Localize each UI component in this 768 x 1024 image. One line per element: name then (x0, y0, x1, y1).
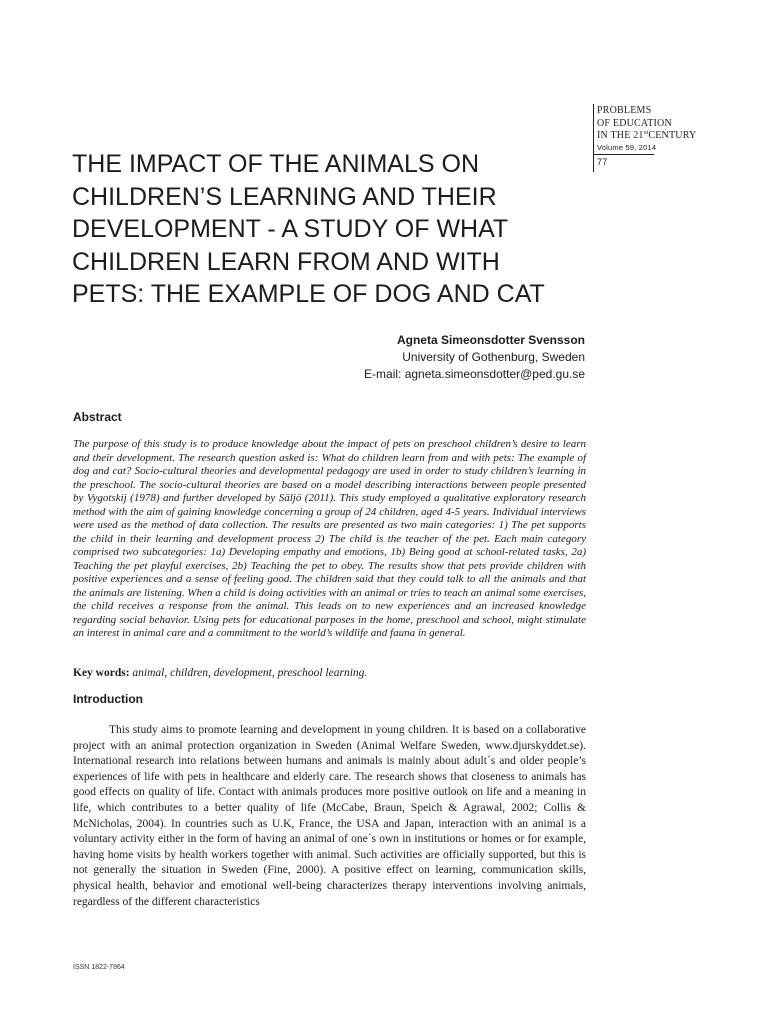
journal-header (593, 104, 754, 172)
author-name: Agneta Simeonsdotter Svensson (396, 333, 585, 347)
abstract-heading: Abstract (73, 410, 122, 424)
journal-name-line-3-pre: IN THE 21 (597, 130, 644, 141)
issn-footer: ISSN 1822-7864 (73, 964, 125, 971)
author-email: E-mail: agneta.simeonsdotter@ped.gu.se (364, 367, 585, 381)
journal-volume: Volume 59, 2014 (597, 143, 657, 152)
article-title: THE IMPACT OF THE ANIMALS ON CHILDREN’S LEARNING AND THEIR DEVELOPMENT - A STUDY OF WHAT CHILDREN LEARN FROM AND WITH PETS: THE EXAMPLE OF DOG AND CAT (72, 150, 545, 308)
introduction-heading: Introduction (73, 692, 143, 706)
author-affiliation: University of Gothenburg, Sweden (402, 350, 585, 364)
author-block (364, 332, 585, 383)
journal-name-line-1: PROBLEMS (597, 105, 652, 116)
header-divider (594, 154, 654, 155)
journal-name-line-3-post: CENTURY (648, 130, 697, 141)
page-number: 77 (597, 157, 608, 167)
journal-name-line-3 (597, 130, 696, 142)
keywords-label: Key words: (73, 667, 130, 679)
introduction-body: This study aims to promote learning and development in young children. It is based on a collaborative project with an animal protection organization in Sweden (Animal Welfare Sweden, www.djurskyddet.se). International research into relations between humans and animals is mainly about adult´s and older people’s experiences of life with pets in healthcare and elderly care. The research shows that closeness to animals has good effects on quality of life. Contact with animals produces more positive outlook on life and a meaning in life, which contributes to a better quality of life (McCabe, Braun, Speich & Agrawal, 2002; Collis & McNicholas, 2004). In countries such as U.K, France, the USA and Japan, interaction with an animal is a voluntary activity either in the form of having an animal of one´s own in institutions or homes or for example, having home visits by health workers together with animal. Such activities are officially supported, but this is not generally the situation in Sweden (Fine, 2000). A positive effect on learning, communication skills, physical health, behavior and emotional well-being characterizes therapy interventions involving animals, regardless of the different characteristics (73, 724, 586, 908)
abstract-body: The purpose of this study is to produce knowledge about the impact of pets on preschool children’s desire to learn and their development. The research question asked is: What do children learn from and with pets: The example of dog and cat? Socio-cultural theories and developmental pedagogy are used in order to study children’s learning in the preschool. The socio-cultural theories are based on a model describing interactions between people presented by Vygotskij (1978) and further developed by Säljö (2011). This study employed a qualitative exploratory research method with the aim of gaining knowledge concerning a group of 24 children, aged 4-5 years. Individual interviews were used as the method of data collection. The results are presented as two main categories: 1) The pet supports the child in their learning and development process 2) The child is the teacher of the pet. Each main category comprised two subcategories: 1a) Developing empathy and emotions, 1b) Being good at school-related tasks, 2a) Teaching the pet playful exercises, 2b) Teaching the pet to obey. The results show that pets provide children with positive experiences and a sense of feeling good. The children said that they could talk to all the animals and that the animals are listening. When a child is doing activities with an animal or tries to teach an animal some exercises, the child receives a response from the animal. This leads on to new experiences and an increased knowledge regarding social behavior. Using pets for educational purposes in the home, preschool and school, might stimulate an interest in animal care and a commitment to the world’s wildlife and fauna in general. (73, 438, 586, 639)
keywords-line (73, 666, 586, 680)
journal-name-line-2: OF EDUCATION (597, 118, 672, 129)
keywords-list: animal, children, development, preschool learning. (129, 667, 368, 679)
journal-name-superscript: st (643, 129, 649, 136)
